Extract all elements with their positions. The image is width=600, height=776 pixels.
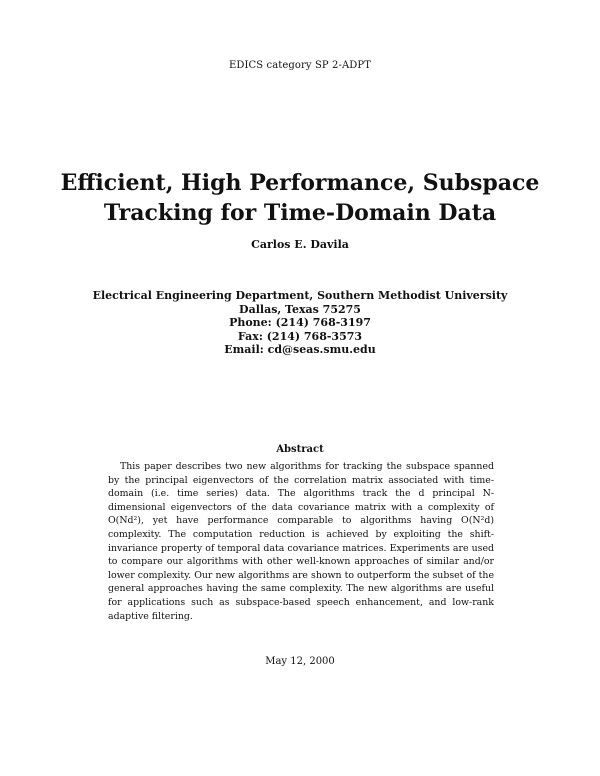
affiliation-city: Dallas, Texas 75275 bbox=[239, 302, 361, 316]
affiliation-phone: Phone: (214) 768-3197 bbox=[229, 316, 371, 329]
title-line-2: Tracking for Time-Domain Data bbox=[103, 200, 497, 226]
abstract-heading: Abstract bbox=[276, 444, 324, 455]
author-name: Carlos E. Davila bbox=[251, 238, 349, 251]
affiliation-fax: Fax: (214) 768-3573 bbox=[237, 329, 363, 343]
title-line-1: Efficient, High Performance, Subspace bbox=[60, 170, 540, 196]
affiliation-block bbox=[0, 289, 600, 357]
affiliation-email: Email: cd@seas.smu.edu bbox=[224, 343, 376, 356]
edics-category: EDICS category SP 2-ADPT bbox=[228, 60, 371, 71]
paper-title bbox=[0, 168, 600, 228]
abstract-body: This paper describes two new algorithms for tracking the subspace spanned by the principal eigenvectors of the correlation matrix associated with time-domain (i.e. time series) data. The algorithms track the d principal N-dimensional eigenvectors of the data covariance matrix with a complexity of O(Nd²), yet have performance comparable to algorithms having O(N²d) complexity. The computation reduction is achieved by exploiting the shift-invariance property of temporal data covariance matrices. Experiments are used to compare our algorithms with other well-known approaches of similar and/or lower complexity. Our new algorithms are shown to outperform the subset of the general approaches having the same complexity. The new algorithms are useful for applications such as subspace-based speech enhancement, and low-rank adaptive filtering. bbox=[108, 461, 494, 622]
affiliation-dept: Electrical Engineering Department, Southern Methodist University bbox=[92, 289, 508, 302]
paper-date: May 12, 2000 bbox=[265, 656, 335, 667]
